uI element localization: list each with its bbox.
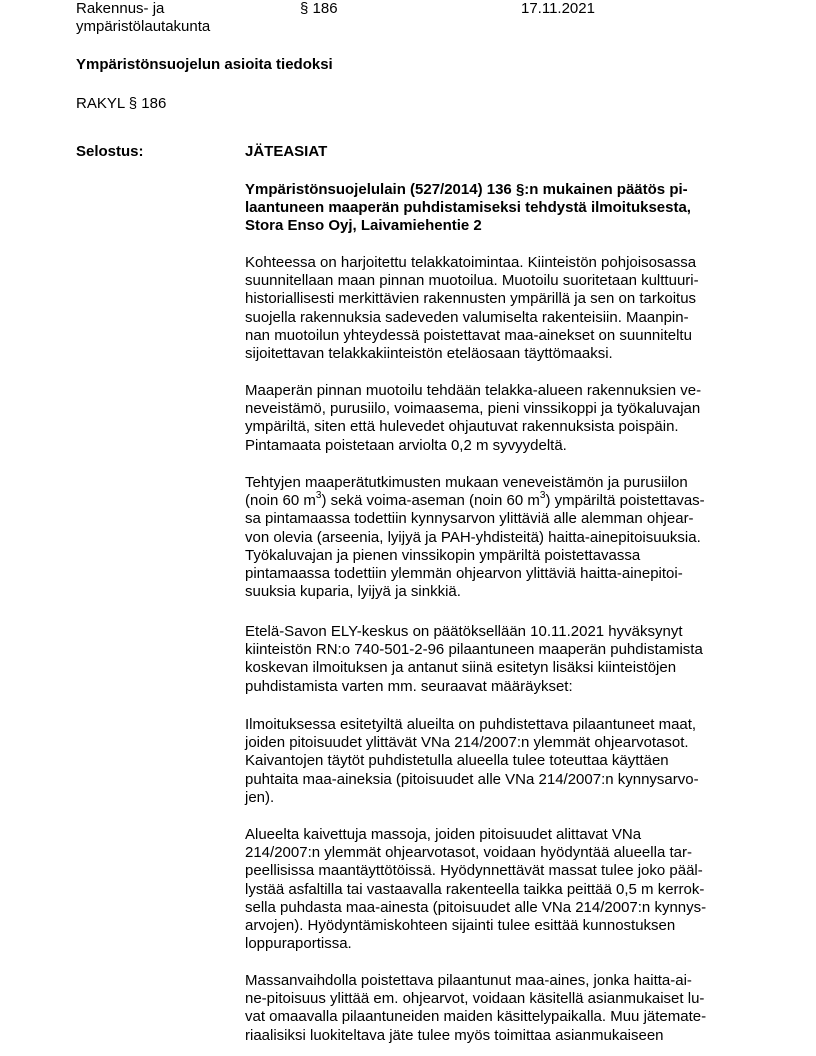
reference-code: RAKYL § 186 [76,95,167,112]
paragraph-line: lystää asfaltilla tai vastaavalla rakenteella taikka peittää 0,5 m kerrok- [245,880,705,898]
paragraph-line: sella puhdasta maa-ainesta (pitoisuudet alle VNa 214/2007:n kynnys- [245,898,707,916]
paragraph-line: jen). [245,788,275,806]
paragraph-line: suunnitellaan maan pinnan muotoilua. Muotoilu suoritetaan kulttuuri- [245,272,699,290]
meeting-date: 17.11.2021 [521,0,595,17]
paragraph-line: vat omaavalla pilaantuneiden maiden käsittelypaikalla. Muu jätemate- [245,1008,707,1026]
decision-heading [245,181,745,236]
paragraph-line: von olevia (arseenia, lyijyä ja PAH-yhdisteitä) haitta-ainepitoisuuksia. [245,528,701,546]
paragraph-line: arvojen). Hyödyntämiskohteen sijainti tulee esittää kunnostuksen [245,917,676,935]
paragraph-line: neveistämö, purusiilo, voimaasema, pieni vinssikoppi ja työkaluvajan [245,400,701,418]
paragraph-line: loppuraportissa. [245,935,352,953]
decision-heading-line: Ympäristönsuojelulain (527/2014) 136 §:n mukainen päätös pi- [245,181,688,198]
paragraph-line: Etelä-Savon ELY-keskus on päätöksellään 10.11.2021 hyväksynyt [245,623,683,640]
paragraph-line: Maaperän pinnan muotoilu tehdään telakka-alueen rakennuksien ve- [245,382,702,399]
committee-name-line1: Rakennus- ja [76,0,165,17]
paragraph-5 [245,716,745,807]
paragraph-line: ympäriltä, siten että hulevedet ohjautuvat rakennuksista poispäin. [245,418,679,436]
paragraph-line-with-superscripts [245,492,745,510]
committee-name-line2: ympäristölautakunta [76,18,211,35]
paragraph-line: Kaivantojen täytöt puhdistetulla alueella tulee toteuttaa käyttäen [245,752,669,770]
topic-heading: JÄTEASIAT [245,143,328,160]
paragraph-7 [245,972,745,1045]
paragraph-line: Pintamaata poistetaan arviolta 0,2 m syvyydeltä. [245,436,567,454]
committee-name [76,0,210,36]
paragraph-line: sijoitettavan telakkakiinteistön eteläosaan täyttömaaksi. [245,345,613,363]
paragraph-line: Massanvaihdolla poistettava pilaantunut maa-aines, jonka haitta-ai- [245,972,692,989]
section-number: § 186 [300,0,338,17]
selostus-label: Selostus: [76,143,144,160]
paragraph-3 [245,474,745,601]
paragraph-line: puhdistamista varten mm. seuraavat määräykset: [245,677,573,695]
paragraph-line: nan muotoilun yhteydessä poistettavat maa-ainekset on suunniteltu [245,326,692,344]
paragraph-line: historiallisesti merkittävien rakennusten ympärillä ja sen on tarkoitus [245,290,697,308]
paragraph-line: Tehtyjen maaperätutkimusten mukaan veneveistämön ja purusiilon [245,474,688,491]
paragraph-line: sa pintamaassa todettiin kynnysarvon ylittäviä alle alemman ohjear- [245,510,694,528]
paragraph-line: suuksia kuparia, lyijyä ja sinkkiä. [245,583,461,601]
paragraph-line: pintamaassa todettiin ylemmän ohjearvon ylittäviä haitta-ainepitoi- [245,565,683,583]
paragraph-line: suojella rakennuksia sadeveden valumiselta rakenteisiin. Maanpin- [245,308,689,326]
paragraph-line: ne-pitoisuus ylittää em. ohjearvot, voidaan käsitellä asianmukaiset lu- [245,990,705,1008]
text-fragment: ) sekä voima-aseman (noin 60 m [321,492,540,510]
text-fragment: (noin 60 m [245,492,316,510]
paragraph-line: Työkaluvajan ja pienen vinssikopin ympäriltä poistettavassa [245,546,641,564]
paragraph-line: riaalisiksi luokiteltava jäte tulee myös toimittaa asianmukaiseen [245,1026,664,1044]
superscript: 3 [315,490,322,502]
paragraph-line: koskevan ilmoituksen ja antanut siinä esitetyn lisäksi kiinteistöjen [245,659,677,677]
decision-heading-line: laantuneen maaperän puhdistamiseksi tehdystä ilmoituksesta, [245,199,691,217]
paragraph-2 [245,382,745,455]
paragraph-line: Ilmoituksessa esitetyiltä alueilta on puhdistettava pilaantuneet maat, [245,716,697,733]
decision-heading-line: Stora Enso Oyj, Laivamiehentie 2 [245,217,482,235]
paragraph-line: kiinteistön RN:o 740-501-2-96 pilaantuneen maaperän puhdistamista [245,641,703,659]
superscript: 3 [539,490,546,502]
paragraph-line: 214/2007:n ylemmät ohjearvotasot, voidaan hyödyntää alueella tar- [245,844,692,862]
text-fragment: ) ympäriltä poistettavas- [545,492,705,510]
paragraph-line: Alueelta kaivettuja massoja, joiden pitoisuudet alittavat VNa [245,826,642,843]
subject-title: Ympäristönsuojelun asioita tiedoksi [76,56,333,73]
paragraph-line: peellisissa maantäyttötöissä. Hyödynnettävät massat tulee joko pääl- [245,862,703,880]
paragraph-line: puhtaita maa-aineksia (pitoisuudet alle VNa 214/2007:n kynnysarvo- [245,770,699,788]
paragraph-6 [245,826,745,953]
paragraph-line: joiden pitoisuudet ylittävät VNa 214/2007:n ylemmät ohjearvotasot. [245,734,689,752]
paragraph-4 [245,623,745,696]
paragraph-line: Kohteessa on harjoitettu telakkatoimintaa. Kiinteistön pohjoisosassa [245,254,697,271]
paragraph-1 [245,254,745,363]
